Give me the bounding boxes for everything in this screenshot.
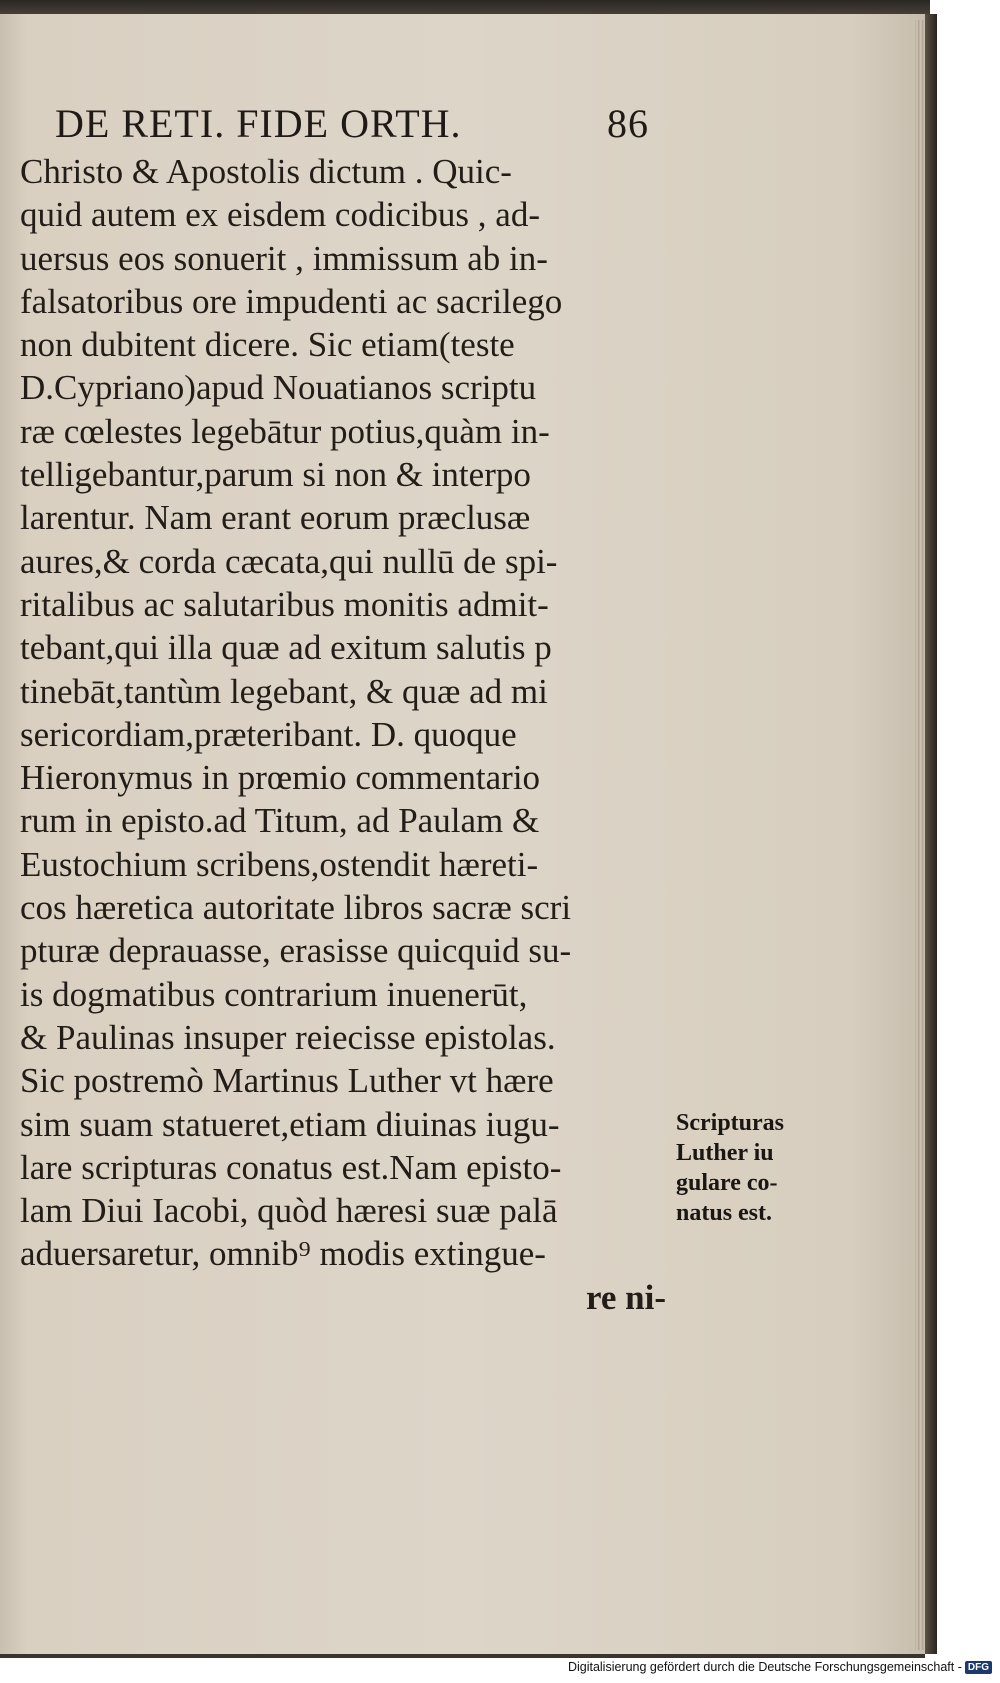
- text-line: falsatoribus ore impudenti ac sacrilego: [20, 281, 563, 321]
- page-number: 86: [607, 101, 649, 146]
- credit-text: Digitalisierung gefördert durch die Deutsche Forschungsgemeinschaft -: [567, 1660, 962, 1674]
- text-line: aduersaretur, omnib⁹ modis extingue-: [20, 1234, 546, 1274]
- marginal-note-line: Luther iu: [676, 1140, 774, 1166]
- text-line: pturæ deprauasse, erasisse quicquid su-: [20, 931, 572, 971]
- catchword: re ni-: [585, 1277, 666, 1317]
- running-header: [55, 100, 655, 144]
- running-title: DE RETI. FIDE ORTH.: [55, 101, 462, 146]
- text-line: uersus eos sonuerit , immissum ab in-: [20, 238, 548, 278]
- page-shadow: [925, 14, 937, 1654]
- text-line: tebant,qui illa quæ ad exitum salutis p: [20, 628, 552, 668]
- text-line: Eustochium scribens,ostendit hæreti-: [20, 844, 539, 884]
- page-fore-edge: [915, 20, 925, 1650]
- text-line: Sic postremò Martinus Luther vt hære: [20, 1061, 554, 1101]
- text-line: rum in episto.ad Titum, ad Paulam &: [20, 801, 540, 841]
- text-line: is dogmatibus contrarium inuenerūt,: [20, 974, 528, 1014]
- main-text-block: [20, 150, 680, 1319]
- marginal-note-line: natus est.: [676, 1200, 773, 1226]
- text-line: & Paulinas insuper reiecisse epistolas.: [20, 1017, 556, 1057]
- text-line: Hieronymus in prœmio commentario: [20, 758, 541, 798]
- text-line: non dubitent dicere. Sic etiam(teste: [20, 325, 515, 365]
- text-line: tinebāt,tantùm legebant, & quæ ad mi: [20, 671, 548, 711]
- text-line: sim suam statueret,etiam diuinas iugu-: [20, 1104, 560, 1144]
- text-line: D.Cypriano)apud Nouatianos scriptu: [20, 368, 537, 408]
- text-line: lare scripturas conatus est.Nam episto-: [20, 1147, 562, 1187]
- text-line: aures,& corda cæcata,qui nullū de spi-: [20, 541, 558, 581]
- text-line: quid autem ex eisdem codicibus , ad-: [20, 195, 540, 235]
- text-line: ritalibus ac salutaribus monitis admit-: [20, 584, 549, 624]
- digitization-credit: [560, 1660, 992, 1680]
- text-line: larentur. Nam erant eorum præclusæ: [20, 498, 531, 538]
- marginal-note-line: Scripturas: [676, 1110, 784, 1136]
- text-line: cos hæretica autoritate libros sacræ scri: [20, 888, 572, 928]
- text-line: Christo & Apostolis dictum . Quic-: [20, 152, 512, 191]
- text-line: ræ cœlestes legebātur potius,quàm in-: [20, 411, 550, 451]
- text-line: lam Diui Iacobi, quòd hæresi suæ palā: [20, 1191, 558, 1231]
- marginal-note-line: gulare co-: [676, 1170, 778, 1196]
- dfg-logo-icon: DFG: [965, 1661, 992, 1674]
- text-line: telligebantur,parum si non & interpo: [20, 455, 531, 495]
- marginal-note: [676, 1108, 846, 1228]
- text-line: sericordiam,præteribant. D. quoque: [20, 714, 517, 754]
